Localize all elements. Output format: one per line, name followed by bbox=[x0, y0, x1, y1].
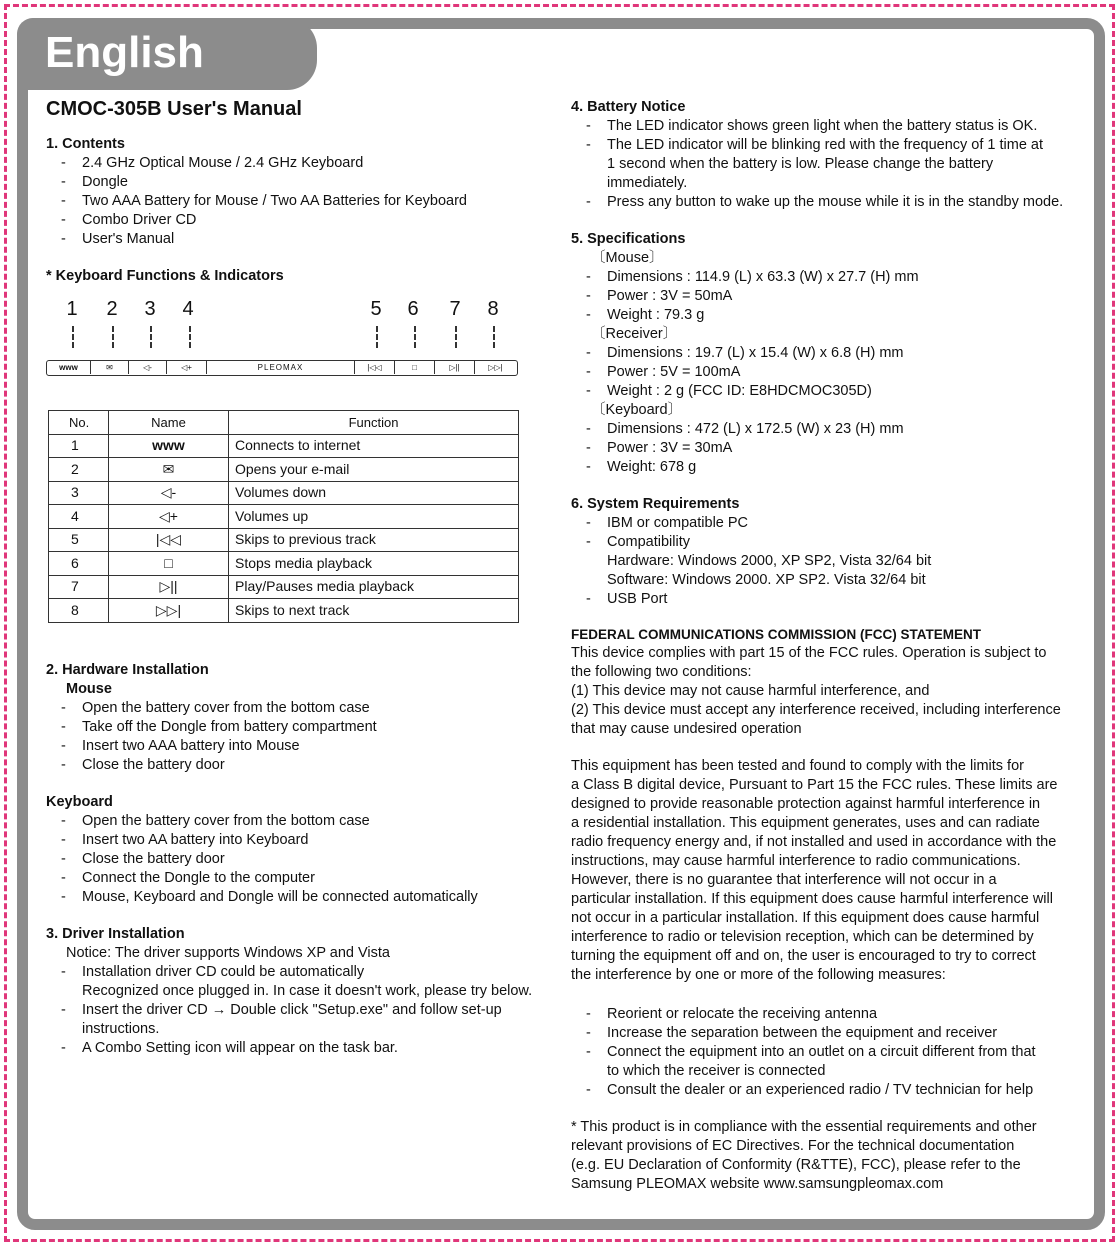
next-track-icon: ▷▷| bbox=[109, 599, 229, 623]
language-title: English bbox=[45, 28, 204, 77]
fcc-section bbox=[571, 625, 1071, 1194]
mail-icon: ✉ bbox=[109, 458, 229, 482]
list-item: - Weight : 2 g (FCC ID: E8HDCMOC305D) bbox=[571, 382, 1071, 401]
hardware-section bbox=[46, 661, 546, 775]
list-item: - Open the battery cover from the bottom case bbox=[46, 699, 546, 718]
previous-track-key-icon: |◁◁ bbox=[355, 361, 395, 374]
row-no: 8 bbox=[49, 599, 109, 623]
table-row bbox=[49, 575, 519, 599]
keyboard-subheading: Keyboard bbox=[46, 793, 113, 810]
system-requirements-heading: 6. System Requirements bbox=[571, 496, 740, 512]
keyboard-hotkey-strip bbox=[46, 360, 518, 376]
row-function: Opens your e-mail bbox=[229, 458, 519, 482]
volume-up-key-icon: ◁+ bbox=[167, 361, 207, 374]
callout-line bbox=[112, 326, 114, 348]
driver-section bbox=[46, 925, 546, 1058]
fcc-measures bbox=[571, 1005, 1071, 1100]
row-function: Volumes down bbox=[229, 481, 519, 505]
www-key-icon: www bbox=[47, 361, 91, 374]
row-function: Skips to previous track bbox=[229, 528, 519, 552]
list-item: - Weight: 678 g bbox=[571, 458, 1071, 477]
play-pause-icon: ▷|| bbox=[109, 575, 229, 599]
spec-group-label: 〔Receiver〕 bbox=[591, 326, 678, 342]
compatibility-hardware: Hardware: Windows 2000, XP SP2, Vista 32/64 bit bbox=[607, 553, 932, 569]
text-line: However, there is no guarantee that interference will not occur in a bbox=[571, 872, 997, 888]
table-row bbox=[49, 552, 519, 576]
spec-group-label: 〔Mouse〕 bbox=[591, 250, 664, 266]
row-function: Play/Pauses media playback bbox=[229, 575, 519, 599]
table-header-name: Name bbox=[109, 411, 229, 435]
driver-heading: 3. Driver Installation bbox=[46, 925, 185, 942]
table-row bbox=[49, 434, 519, 458]
callout-line bbox=[376, 326, 378, 348]
list-item: - 2.4 GHz Optical Mouse / 2.4 GHz Keyboard bbox=[46, 154, 546, 173]
callout-line bbox=[414, 326, 416, 348]
list-item: - Power : 5V = 100mA bbox=[571, 363, 1071, 382]
row-no: 2 bbox=[49, 458, 109, 482]
list-item: - Connect the Dongle to the computer bbox=[46, 869, 546, 888]
spec-group-label: 〔Keyboard〕 bbox=[591, 402, 683, 418]
fcc-conditions bbox=[571, 644, 1071, 739]
www-icon: www bbox=[109, 434, 229, 458]
callout-line bbox=[72, 326, 74, 348]
list-item: - Insert two AAA battery into Mouse bbox=[46, 737, 546, 756]
text-line: interference to radio or television reception, which can be determined by bbox=[571, 929, 1034, 945]
mail-key-icon: ✉ bbox=[91, 361, 129, 374]
stop-icon: □ bbox=[109, 552, 229, 576]
text-line: not occur in a particular installation. If this equipment does cause harmful bbox=[571, 910, 1040, 926]
table-header-no: No. bbox=[49, 411, 109, 435]
text-line: relevant provisions of EC Directives. For the technical documentation bbox=[571, 1138, 1015, 1154]
left-column bbox=[46, 96, 546, 1076]
list-item: - Compatibility bbox=[571, 533, 1071, 552]
text-line: that may cause undesired operation bbox=[571, 721, 802, 737]
callout-number: 8 bbox=[487, 298, 499, 320]
list-item: - Combo Driver CD bbox=[46, 211, 546, 230]
callout-number: 7 bbox=[449, 298, 461, 320]
volume-down-key-icon: ◁- bbox=[129, 361, 167, 374]
specifications-heading: 5. Specifications bbox=[571, 231, 686, 247]
list-item: - Dongle bbox=[46, 173, 546, 192]
callout-line bbox=[189, 326, 191, 348]
callout-number: 4 bbox=[182, 298, 194, 320]
table-row bbox=[49, 528, 519, 552]
list-item: - A Combo Setting icon will appear on the task bar. bbox=[46, 1039, 546, 1058]
list-item: - Dimensions : 19.7 (L) x 15.4 (W) x 6.8 (H) mm bbox=[571, 344, 1071, 363]
language-tab bbox=[17, 18, 317, 90]
list-item: - Press any button to wake up the mouse while it is in the standby mode. bbox=[571, 193, 1071, 212]
list-item: - USB Port bbox=[571, 590, 1071, 609]
keyboard-functions-heading: * Keyboard Functions & Indicators bbox=[46, 268, 284, 284]
list-item: - Insert the driver CD → Double click "Setup.exe" and follow set-up bbox=[46, 1001, 546, 1020]
list-item: - Close the battery door bbox=[46, 756, 546, 775]
callout-line bbox=[150, 326, 152, 348]
list-item: - Insert two AA battery into Keyboard bbox=[46, 831, 546, 850]
list-item: - The LED indicator shows green light when the battery status is OK. bbox=[571, 117, 1071, 136]
text-line: radio frequency energy and, if not installed and used in accordance with the bbox=[571, 834, 1057, 850]
list-item: - Dimensions : 472 (L) x 172.5 (W) x 23 (H) mm bbox=[571, 420, 1071, 439]
row-no: 7 bbox=[49, 575, 109, 599]
list-item: - Weight : 79.3 g bbox=[571, 306, 1071, 325]
text-line: the interference by one or more of the following measures: bbox=[571, 967, 946, 983]
text-line: (2) This device must accept any interference received, including interference bbox=[571, 702, 1061, 718]
list-item: - Power : 3V = 50mA bbox=[571, 287, 1071, 306]
battery-section bbox=[571, 98, 1071, 212]
volume-down-icon: ◁- bbox=[109, 481, 229, 505]
callout-line bbox=[455, 326, 457, 348]
text-line: particular installation. If this equipment does cause harmful interference will bbox=[571, 891, 1053, 907]
specifications-section bbox=[571, 230, 1071, 477]
system-requirements-section bbox=[571, 495, 1071, 609]
list-item: - Consult the dealer or an experienced radio / TV technician for help bbox=[571, 1081, 1071, 1100]
driver-notice: Notice: The driver supports Windows XP and Vista bbox=[66, 944, 390, 961]
row-function: Connects to internet bbox=[229, 434, 519, 458]
table-row bbox=[49, 599, 519, 623]
volume-up-icon: ◁+ bbox=[109, 505, 229, 529]
hardware-heading: 2. Hardware Installation bbox=[46, 661, 209, 678]
text-line: Samsung PLEOMAX website www.samsungpleomax.com bbox=[571, 1176, 944, 1192]
next-track-key-icon: ▷▷| bbox=[488, 363, 503, 372]
compatibility-software: Software: Windows 2000. XP SP2. Vista 32/64 bit bbox=[607, 572, 926, 588]
list-item: - Two AAA Battery for Mouse / Two AA Batteries for Keyboard bbox=[46, 192, 546, 211]
list-item: - Mouse, Keyboard and Dongle will be connected automatically bbox=[46, 888, 546, 907]
list-item: - The LED indicator will be blinking red with the frequency of 1 time at bbox=[571, 136, 1071, 155]
text-line: the following two conditions: bbox=[571, 664, 752, 680]
row-no: 3 bbox=[49, 481, 109, 505]
text-line: * This product is in compliance with the essential requirements and other bbox=[571, 1119, 1037, 1135]
contents-heading: 1. Contents bbox=[46, 136, 125, 152]
callout-number: 3 bbox=[144, 298, 156, 320]
text-line: a Class B digital device, Pursuant to Part 15 the FCC rules. These limits are bbox=[571, 777, 1058, 793]
callout-number: 6 bbox=[407, 298, 419, 320]
list-item: - User's Manual bbox=[46, 230, 546, 249]
list-item-continuation: instructions. bbox=[82, 1020, 160, 1037]
fcc-heading: FEDERAL COMMUNICATIONS COMMISSION (FCC) STATEMENT bbox=[571, 627, 981, 642]
row-function: Stops media playback bbox=[229, 552, 519, 576]
row-no: 1 bbox=[49, 434, 109, 458]
row-no: 4 bbox=[49, 505, 109, 529]
row-function: Skips to next track bbox=[229, 599, 519, 623]
table-row bbox=[49, 458, 519, 482]
list-item: - Take off the Dongle from battery compartment bbox=[46, 718, 546, 737]
text-line: (e.g. EU Declaration of Conformity (R&TTE), FCC), please refer to the bbox=[571, 1157, 1021, 1173]
callout-number: 2 bbox=[106, 298, 118, 320]
fcc-statement bbox=[571, 757, 1071, 985]
text-line: a residential installation. This equipment generates, uses and can radiate bbox=[571, 815, 1040, 831]
callout-number: 1 bbox=[66, 298, 78, 320]
right-column bbox=[571, 98, 1071, 1194]
text-line: This equipment has been tested and found to comply with the limits for bbox=[571, 758, 1024, 774]
table-row bbox=[49, 481, 519, 505]
list-item: - Dimensions : 114.9 (L) x 63.3 (W) x 27.7 (H) mm bbox=[571, 268, 1071, 287]
table-header-function: Function bbox=[229, 411, 519, 435]
list-item: - IBM or compatible PC bbox=[571, 514, 1071, 533]
text-line: (1) This device may not cause harmful interference, and bbox=[571, 683, 930, 699]
mouse-subheading: Mouse bbox=[66, 680, 112, 697]
list-item: - Increase the separation between the equipment and receiver bbox=[571, 1024, 1071, 1043]
list-item: - Installation driver CD could be automatically bbox=[46, 963, 546, 982]
pleomax-logo: PLEOMAX bbox=[207, 361, 355, 374]
row-no: 6 bbox=[49, 552, 109, 576]
text-line: instructions, may cause harmful interference to radio communications. bbox=[571, 853, 1021, 869]
keyboard-install-section bbox=[46, 793, 546, 907]
function-table bbox=[48, 410, 519, 623]
list-item: - Power : 3V = 30mA bbox=[571, 439, 1071, 458]
list-item-continuation: immediately. bbox=[607, 175, 688, 191]
stop-key-icon: □ bbox=[395, 361, 435, 374]
manual-title: CMOC-305B User's Manual bbox=[46, 98, 302, 120]
ec-compliance-note bbox=[571, 1118, 1071, 1194]
play-pause-key-icon: ▷|| bbox=[435, 361, 475, 374]
text-line: This device complies with part 15 of the FCC rules. Operation is subject to bbox=[571, 645, 1047, 661]
list-item: - Close the battery door bbox=[46, 850, 546, 869]
contents-section bbox=[46, 135, 546, 249]
row-no: 5 bbox=[49, 528, 109, 552]
list-item-continuation: to which the receiver is connected bbox=[607, 1063, 826, 1079]
keyboard-number-callouts bbox=[46, 300, 546, 360]
callout-number: 5 bbox=[370, 298, 382, 320]
list-item-continuation: Recognized once plugged in. In case it doesn't work, please try below. bbox=[82, 982, 533, 999]
table-row bbox=[49, 505, 519, 529]
list-item: - Open the battery cover from the bottom case bbox=[46, 812, 546, 831]
text-line: designed to provide reasonable protection against harmful interference in bbox=[571, 796, 1041, 812]
battery-heading: 4. Battery Notice bbox=[571, 99, 686, 115]
row-function: Volumes up bbox=[229, 505, 519, 529]
text-line: turning the equipment off and on, the user is encouraged to try to correct bbox=[571, 948, 1036, 964]
list-item-continuation: 1 second when the battery is low. Please change the battery bbox=[607, 156, 994, 172]
callout-line bbox=[493, 326, 495, 348]
list-item: - Connect the equipment into an outlet on a circuit different from that bbox=[571, 1043, 1071, 1062]
previous-track-icon: |◁◁ bbox=[109, 528, 229, 552]
list-item: - Reorient or relocate the receiving antenna bbox=[571, 1005, 1071, 1024]
